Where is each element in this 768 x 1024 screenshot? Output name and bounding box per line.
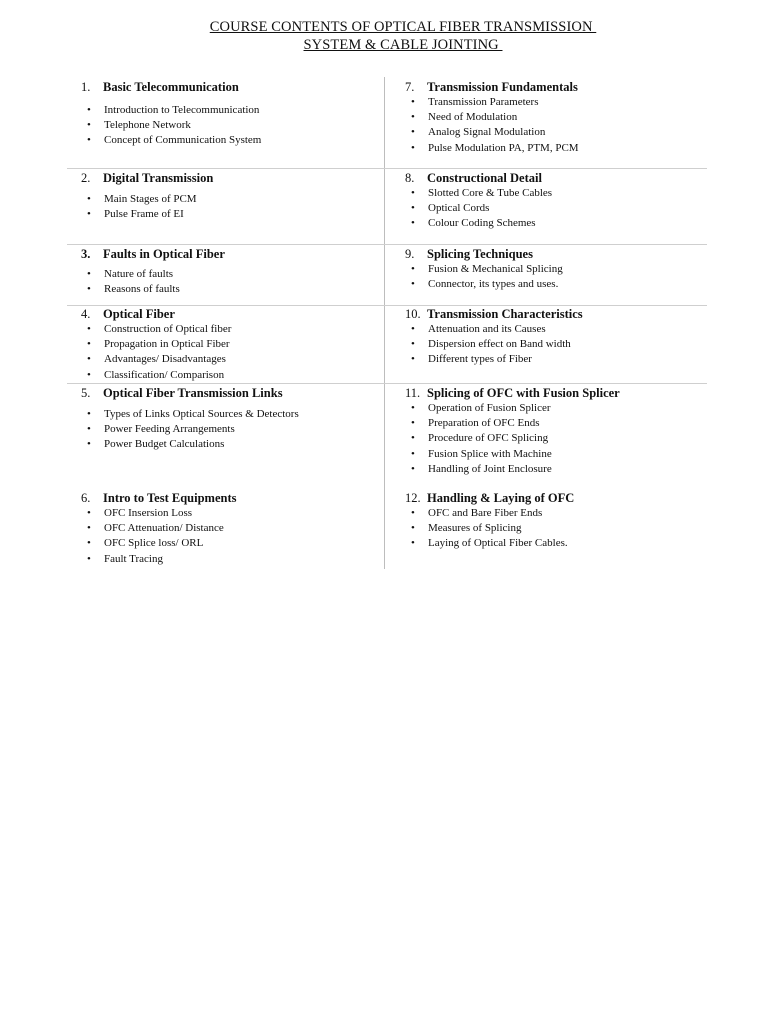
module-cell (384, 77, 707, 168)
module-heading: 3. Faults in Optical Fiber (81, 247, 225, 261)
list-item: • Preparation of OFC Ends (405, 416, 707, 431)
list-item: • Need of Modulation (405, 110, 707, 125)
module-cell (384, 489, 707, 569)
module-cell (67, 384, 384, 489)
topic-list (405, 262, 707, 292)
topic-list (405, 322, 707, 368)
table-row (67, 306, 707, 384)
list-item: • Connector, its types and uses. (405, 277, 707, 292)
list-item: • OFC Splice loss/ ORL (81, 536, 384, 551)
list-item: • Types of Links Optical Sources & Detectors (81, 407, 384, 422)
list-item: • Slotted Core & Tube Cables (405, 186, 707, 201)
list-item: • Attenuation and its Causes (405, 322, 707, 337)
list-item: • OFC Insersion Loss (81, 506, 384, 521)
list-item: • OFC and Bare Fiber Ends (405, 506, 707, 521)
module-cell (67, 489, 384, 569)
list-item: • Optical Cords (405, 201, 707, 216)
module-heading: 4. Optical Fiber (81, 307, 175, 321)
list-item: • Procedure of OFC Splicing (405, 431, 707, 446)
list-item: • Fusion Splice with Machine (405, 447, 707, 462)
table-row (67, 384, 707, 489)
topic-list (81, 103, 384, 149)
module-cell (67, 77, 384, 168)
topic-list (405, 186, 707, 232)
topic-list (81, 407, 384, 453)
list-item: • Construction of Optical fiber (81, 322, 384, 337)
topic-list (405, 401, 707, 477)
list-item: • Operation of Fusion Splicer (405, 401, 707, 416)
list-item: • Handling of Joint Enclosure (405, 462, 707, 477)
list-item: • Transmission Parameters (405, 95, 707, 110)
list-item: • Analog Signal Modulation (405, 125, 707, 140)
module-heading: 11. Splicing of OFC with Fusion Splicer (405, 386, 620, 400)
list-item: • Dispersion effect on Band width (405, 337, 707, 352)
list-item: • Advantages/ Disadvantages (81, 352, 384, 367)
list-item: • Main Stages of PCM (81, 192, 384, 207)
list-item: • Reasons of faults (81, 282, 384, 297)
module-heading: 9. Splicing Techniques (405, 247, 533, 261)
list-item: • Pulse Frame of EI (81, 207, 384, 222)
list-item: • Concept of Communication System (81, 133, 384, 148)
list-item: • Colour Coding Schemes (405, 216, 707, 231)
module-heading: 8. Constructional Detail (405, 171, 542, 185)
module-cell (67, 306, 384, 383)
course-contents-table (67, 77, 707, 569)
table-row (67, 169, 707, 245)
module-cell (67, 169, 384, 244)
list-item: • Propagation in Optical Fiber (81, 337, 384, 352)
table-row (67, 245, 707, 306)
module-heading: 6. Intro to Test Equipments (81, 491, 237, 505)
list-item: • Telephone Network (81, 118, 384, 133)
module-heading: 5. Optical Fiber Transmission Links (81, 386, 283, 400)
list-item: • Power Budget Calculations (81, 437, 384, 452)
list-item: • Fusion & Mechanical Splicing (405, 262, 707, 277)
list-item: • Laying of Optical Fiber Cables. (405, 536, 707, 551)
module-heading: 2. Digital Transmission (81, 171, 214, 185)
list-item: • Fault Tracing (81, 552, 384, 567)
module-cell (67, 245, 384, 305)
topic-list (81, 192, 384, 222)
list-item: • Nature of faults (81, 267, 384, 282)
list-item: • Power Feeding Arrangements (81, 422, 384, 437)
module-cell (384, 306, 707, 383)
module-heading: 10. Transmission Characteristics (405, 307, 583, 321)
table-row (67, 77, 707, 169)
list-item: • OFC Attenuation/ Distance (81, 521, 384, 536)
table-row (67, 489, 707, 569)
topic-list (81, 322, 384, 383)
topic-list (81, 267, 384, 297)
list-item: • Different types of Fiber (405, 352, 707, 367)
module-heading: 1. Basic Telecommunication (81, 80, 239, 94)
title-line-1: COURSE CONTENTS OF OPTICAL FIBER TRANSMISSION (209, 19, 597, 35)
topic-list (405, 95, 707, 156)
module-heading: 12. Handling & Laying of OFC (405, 491, 575, 505)
document-title (0, 18, 768, 54)
title-line-2: SYSTEM & CABLE JOINTING (303, 37, 503, 53)
list-item: • Classification/ Comparison (81, 368, 384, 383)
module-cell (384, 245, 707, 305)
topic-list (81, 506, 384, 567)
list-item: • Introduction to Telecommunication (81, 103, 384, 118)
list-item: • Pulse Modulation PA, PTM, PCM (405, 141, 707, 156)
topic-list (405, 506, 707, 552)
module-cell (384, 384, 707, 489)
list-item: • Measures of Splicing (405, 521, 707, 536)
module-heading: 7. Transmission Fundamentals (405, 80, 578, 94)
module-cell (384, 169, 707, 244)
